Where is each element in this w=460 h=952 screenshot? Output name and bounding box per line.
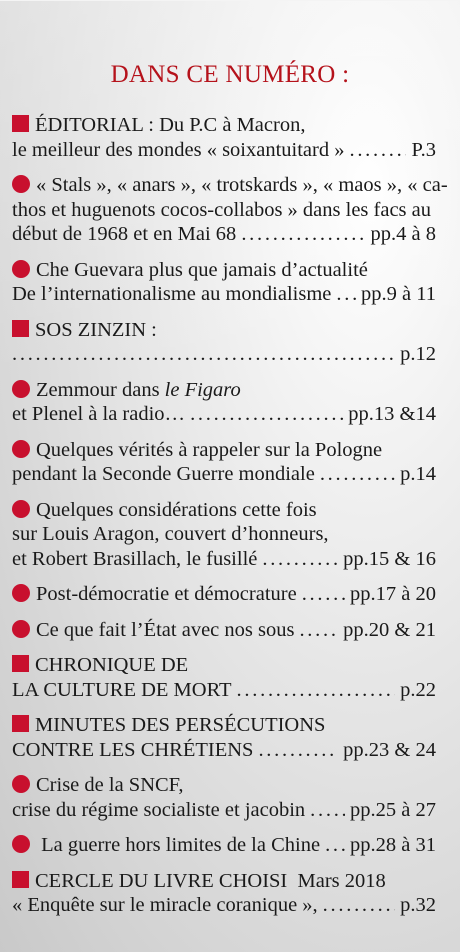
entry-title-cont: crise du régime socialiste et jacobin — [12, 798, 306, 821]
page-reference: pp.25 à 27 — [350, 798, 436, 821]
toc-entry-editorial[interactable] — [12, 113, 436, 162]
entry-title: La guerre hors limites de la Chine — [36, 834, 321, 856]
page-reference: pp.17 à 20 — [350, 583, 436, 605]
entry-title-cont: LA CULTURE DE MORT — [12, 678, 232, 701]
toc-entry-che-guevara[interactable] — [12, 258, 436, 307]
dot-leader — [310, 798, 345, 823]
dot-leader — [325, 833, 345, 858]
page-reference: pp.15 & 16 — [343, 547, 436, 570]
toc-entry-pologne[interactable] — [12, 438, 436, 487]
entry-title: Post-démocratie et démocrature — [36, 583, 297, 605]
entry-title: ÉDITORIAL : Du P.C à Macron, — [35, 114, 306, 136]
entry-title-cont: « Enquête sur le miracle coranique », — [12, 894, 318, 916]
dot-leader — [323, 893, 395, 918]
entry-title: Quelques considérations cette fois — [36, 498, 317, 521]
dot-leader — [12, 342, 395, 367]
page-reference: pp.23 & 24 — [343, 738, 436, 761]
dot-leader — [320, 462, 395, 487]
entry-title: Zemmour dans — [36, 378, 165, 401]
entry-title-cont: De l’internationalisme au mondialisme — [12, 283, 332, 305]
entry-title-cont: et Robert Brasillach, le fusillé — [12, 547, 258, 570]
red-dot-bullet-icon — [12, 175, 30, 193]
red-square-bullet-icon — [12, 655, 29, 672]
toc-entry-1968-facs[interactable] — [12, 173, 448, 247]
entry-title: CERCLE DU LIVRE CHOISI Mars 2018 — [35, 869, 386, 892]
entry-title: « Stals », « anars », « trotskards », « maos », « ca- — [36, 174, 448, 196]
entry-title-cont: CONTRE LES CHRÉTIENS — [12, 738, 254, 761]
dot-leader — [302, 582, 345, 607]
red-square-bullet-icon — [12, 871, 29, 888]
toc-entry-post-democratie[interactable] — [12, 582, 436, 607]
page-reference: pp.9 à 11 — [361, 283, 436, 305]
red-dot-bullet-icon — [12, 500, 30, 518]
dot-leader — [258, 738, 338, 763]
dot-leader — [241, 222, 365, 247]
red-dot-bullet-icon — [12, 775, 30, 793]
newspaper-title: le Figaro — [164, 378, 241, 401]
table-of-contents — [12, 113, 448, 929]
page-reference: p.32 — [400, 894, 436, 916]
toc-entry-sncf[interactable] — [12, 773, 436, 822]
dot-leader — [299, 618, 338, 643]
entry-title: Ce que fait l’État avec nos sous — [36, 618, 295, 641]
toc-entry-chronique-culture-de-mort[interactable] — [12, 653, 436, 702]
entry-title-cont: et Plenel à la radio… — [12, 403, 186, 425]
dot-leader — [349, 138, 406, 163]
red-dot-bullet-icon — [12, 584, 30, 602]
toc-entry-sos-zinzin[interactable] — [12, 318, 436, 367]
red-square-bullet-icon — [12, 320, 29, 337]
toc-entry-cercle-livre-choisi[interactable] — [12, 869, 436, 918]
dot-leader — [262, 547, 338, 572]
entry-title: CHRONIQUE DE — [35, 654, 189, 676]
toc-entry-minutes-persecutions[interactable] — [12, 713, 436, 762]
red-dot-bullet-icon — [12, 440, 30, 458]
page-reference: P.3 — [411, 138, 436, 161]
dot-leader — [190, 402, 343, 427]
page-reference: pp.13 &14 — [348, 403, 436, 425]
contents-heading: DANS CE NUMÉRO : — [110, 61, 350, 88]
dot-leader — [237, 678, 396, 703]
page-reference: p.22 — [400, 678, 436, 701]
entry-title-cont: sur Louis Aragon, couvert d’honneurs, — [12, 523, 329, 545]
toc-entry-zemmour[interactable] — [12, 378, 436, 427]
page-reference: pp.4 à 8 — [370, 223, 436, 245]
entry-title: Quelques vérités à rappeler sur la Pologne — [36, 438, 383, 461]
page-reference: pp.20 & 21 — [343, 618, 436, 641]
entry-title-cont: le meilleur des mondes « soixantuitard » — [12, 138, 345, 161]
page-reference: p.12 — [400, 343, 436, 365]
page-reference: p.14 — [400, 463, 436, 485]
entry-title: Crise de la SNCF, — [36, 774, 184, 796]
red-dot-bullet-icon — [12, 260, 30, 278]
red-dot-bullet-icon — [12, 620, 30, 638]
dot-leader — [336, 282, 356, 307]
entry-title: SOS ZINZIN : — [35, 318, 157, 341]
red-square-bullet-icon — [12, 715, 29, 732]
entry-title-cont: début de 1968 et en Mai 68 — [12, 223, 237, 245]
red-dot-bullet-icon — [12, 380, 30, 398]
red-square-bullet-icon — [12, 115, 29, 132]
toc-entry-aragon-brasillach[interactable] — [12, 498, 436, 572]
page-reference: pp.28 à 31 — [350, 834, 436, 856]
entry-title: MINUTES DES PERSÉCUTIONS — [35, 714, 326, 736]
red-dot-bullet-icon — [12, 835, 30, 853]
toc-entry-etat-nos-sous[interactable] — [12, 618, 436, 643]
entry-title-cont: thos et huguenots cocos-collabos » dans les facs au — [12, 198, 432, 221]
entry-title-cont: pendant la Seconde Guerre mondiale — [12, 463, 315, 485]
toc-entry-chine[interactable] — [12, 833, 436, 858]
entry-title: Che Guevara plus que jamais d’actualité — [36, 258, 368, 281]
